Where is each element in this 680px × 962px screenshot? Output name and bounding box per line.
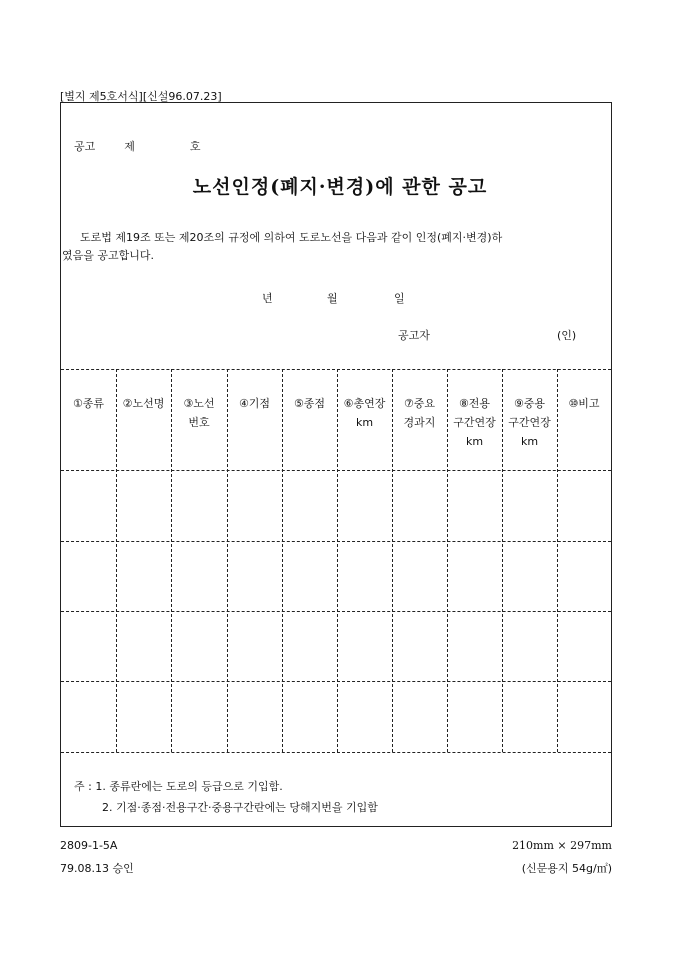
table-row[interactable]	[61, 542, 611, 611]
column-header-major-waypoints: ⑦중요 경과지	[403, 397, 436, 429]
table-row[interactable]	[61, 682, 611, 752]
page-title: 노선인정(폐지·변경)에 관한 공고	[192, 176, 488, 198]
column-header-remarks: ⑩비고	[568, 397, 600, 410]
announcer-label: 공고자	[398, 329, 430, 342]
notice-number	[74, 138, 201, 154]
table-bottom-border	[61, 752, 611, 753]
column-header-start-point: ④기점	[238, 397, 271, 410]
column-header-total-length: ⑥총연장 km	[343, 397, 386, 429]
column-header-route-number: ③노선 번호	[183, 397, 215, 429]
note-line-2: 2. 기점·종점·전용구간·중용구간란에는 당해지번을 기입함	[102, 801, 378, 814]
table-row[interactable]	[61, 612, 611, 681]
date-year: 년	[262, 292, 273, 305]
table-top-border	[61, 369, 611, 370]
form-code: 2809-1-5A	[60, 839, 118, 852]
column-header-shared-section: ⑨중용 구간연장 km	[508, 397, 551, 448]
notice-middle: 제	[124, 140, 135, 153]
body-text-line-1: 도로법 제19조 또는 제20조의 규정에 의하여 도로노선을 다음과 같이 인정(폐지·변경)하	[80, 231, 503, 244]
seal-mark: (인)	[557, 329, 577, 342]
column-header-end-point: ⑤종점	[293, 397, 326, 410]
paper-size: 210mm × 297mm	[512, 839, 612, 852]
body-text-line-2: 였음을 공고합니다.	[62, 249, 155, 262]
note-line-1: 주 : 1. 종류란에는 도로의 등급으로 기입함.	[74, 780, 283, 793]
table-row[interactable]	[61, 471, 611, 541]
column-header-route-name: ②노선명	[122, 397, 165, 410]
date-day: 일	[394, 292, 405, 305]
form-label: [별지 제5호서식][신설96.07.23]	[60, 90, 222, 103]
notice-prefix: 공고	[74, 140, 96, 153]
approval-date: 79.08.13 승인	[60, 862, 134, 875]
column-header-type: ①종류	[72, 397, 105, 410]
notice-suffix: 호	[189, 140, 201, 153]
date-month: 월	[327, 292, 338, 305]
paper-type: (신문용지 54g/㎡)	[521, 862, 612, 875]
column-header-dedicated-section: ⑧전용 구간연장 km	[453, 397, 496, 448]
